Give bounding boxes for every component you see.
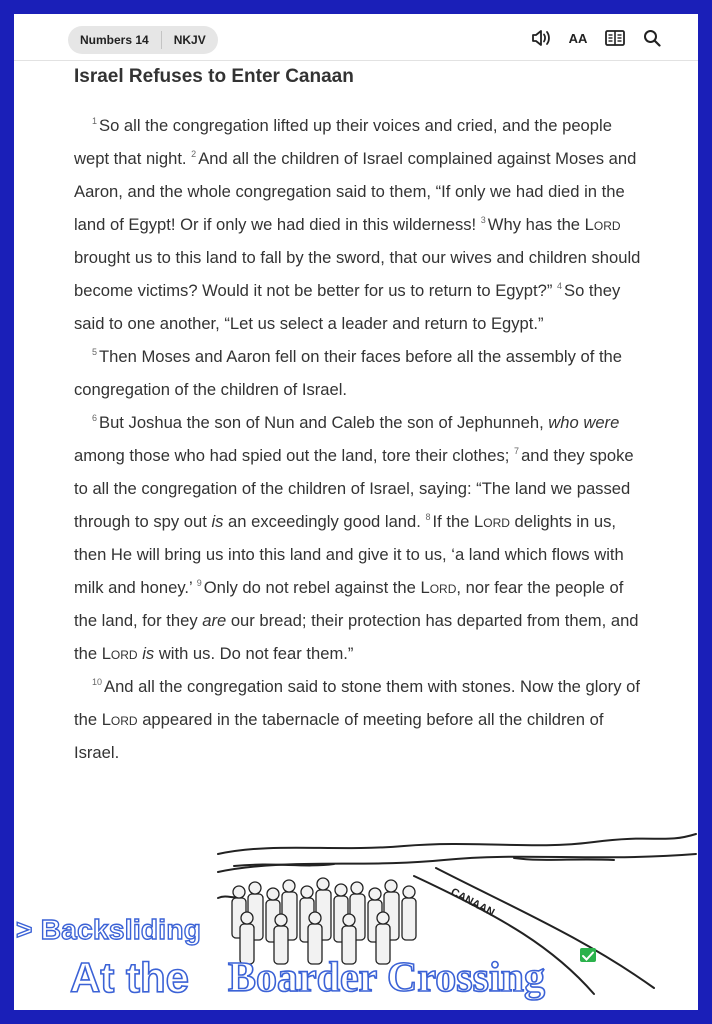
- divine-name: Lord: [420, 578, 457, 597]
- verse-text: appeared in the tabernacle of meeting before all the children of Israel.: [74, 710, 604, 762]
- canaan-sign-text: CANAAN: [448, 886, 497, 920]
- verse-text: So all the congregation lifted up their voices and cried, and the people wept that night.: [74, 116, 612, 168]
- verse-number[interactable]: 10: [92, 677, 103, 688]
- verse-text: So they said to one another, “Let us select a leader and return to Egypt.”: [74, 281, 621, 333]
- verse-text: , nor fear the people of the land, for they: [74, 578, 624, 630]
- scripture-text: [74, 109, 642, 769]
- reader-toolbar: [14, 14, 698, 61]
- paragraph: [74, 109, 642, 340]
- crowd-figures: [232, 878, 416, 964]
- paragraph: [74, 406, 642, 670]
- verse-text: Only do not rebel against the: [203, 578, 421, 597]
- version-selector[interactable]: NKJV: [173, 33, 206, 47]
- verse-text: Why has the: [487, 215, 585, 234]
- reference-pill: [68, 26, 218, 54]
- book-chapter-selector[interactable]: Numbers 14: [80, 33, 149, 47]
- italic-text: is: [211, 512, 224, 531]
- section-heading: Israel Refuses to Enter Canaan: [74, 66, 354, 87]
- verse-number[interactable]: 4: [557, 281, 563, 292]
- verse-number[interactable]: 3: [480, 215, 486, 226]
- divine-name: Lord: [101, 644, 138, 663]
- verse-text: Then Moses and Aaron fell on their faces before all the assembly of the congregation of the children of Israel.: [74, 347, 623, 399]
- reader-page: [14, 14, 698, 1010]
- verse-text: with us. Do not fear them.”: [154, 644, 354, 663]
- verse-number[interactable]: 7: [514, 446, 520, 457]
- caption-backsliding: > Backsliding: [16, 914, 202, 945]
- verse-text: our bread; their protection has departed from them, and the: [74, 611, 639, 663]
- verse-text: an exceedingly good land.: [223, 512, 421, 531]
- verse-number[interactable]: 2: [191, 149, 197, 160]
- italic-text: is: [142, 644, 155, 663]
- reader-icon[interactable]: [605, 28, 625, 48]
- paragraph: [74, 670, 642, 769]
- verse-text: among those who had spied out the land, tore their clothes;: [74, 446, 510, 465]
- verse-text: If the: [432, 512, 475, 531]
- verse-number[interactable]: 5: [92, 347, 98, 358]
- italic-text: who were: [548, 413, 620, 432]
- verse-number[interactable]: 1: [92, 116, 98, 127]
- check-icon: [580, 948, 596, 962]
- divine-name: Lord: [474, 512, 510, 531]
- audio-icon[interactable]: [531, 28, 551, 48]
- verse-number[interactable]: 8: [425, 512, 431, 523]
- verse-text: But Joshua the son of Nun and Caleb the son of Jephunneh,: [99, 413, 549, 432]
- caption-at-the: At the: [70, 954, 189, 1001]
- verse-text: brought us to this land to fall by the sword, that our wives and children should become victims? Would it not be better for us to return to Egypt?”: [74, 248, 641, 300]
- divine-name: Lord: [584, 215, 621, 234]
- verse-number[interactable]: 6: [92, 413, 98, 424]
- text-size-icon[interactable]: AA: [568, 30, 588, 46]
- italic-text: are: [202, 611, 227, 630]
- divine-name: Lord: [101, 710, 138, 729]
- verse-text: And all the children of Israel complained against Moses and Aaron, and the whole congregation said to them, “If only we had died in the land of Egypt! Or if only we had died in this wilderness!: [74, 149, 637, 234]
- verse-text: And all the congregation said to stone them with stones. Now the glory of the: [74, 677, 640, 729]
- verse-text: delights in us, then He will bring us into this land and give it to us, ‘a land which flows with milk and honey.’: [74, 512, 624, 597]
- paragraph: [74, 340, 642, 406]
- verse-text: and they spoke to all the congregation of the children of Israel, saying: “The land we passed through to spy out: [74, 446, 634, 531]
- search-icon[interactable]: [642, 28, 662, 48]
- verse-number[interactable]: 9: [196, 578, 202, 589]
- caption-boarder-crossing: Boarder Crossing: [228, 955, 545, 1001]
